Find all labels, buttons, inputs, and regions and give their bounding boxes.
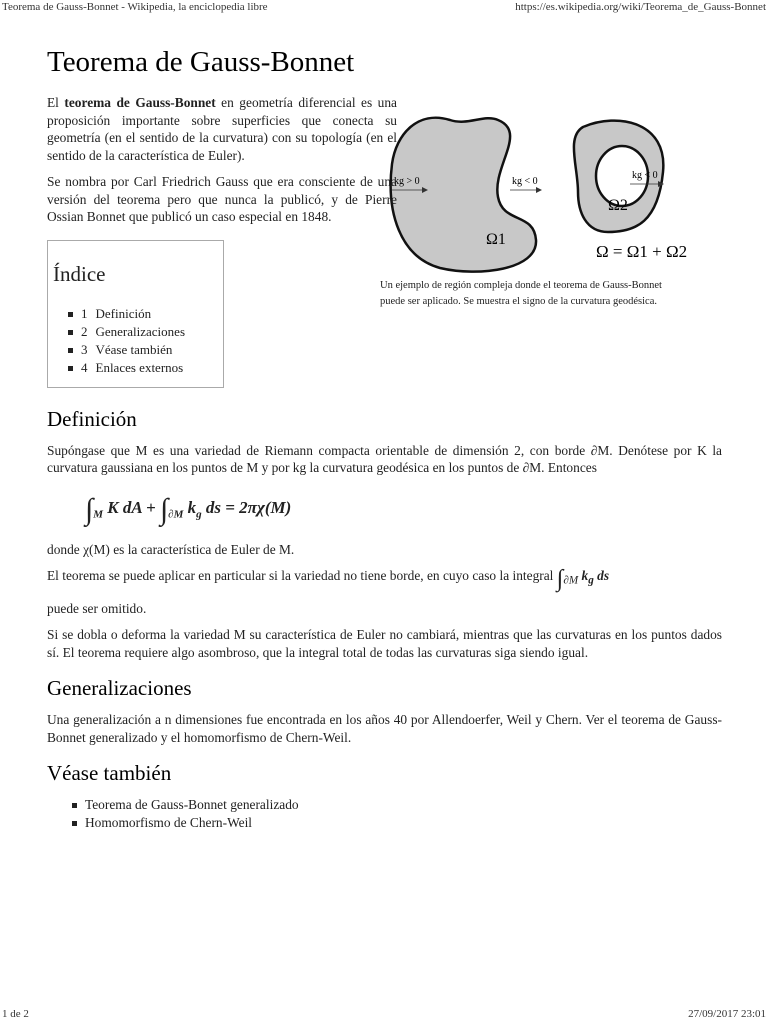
toc-item-vease-tambien[interactable]: 3 Véase también xyxy=(81,341,223,359)
vease-item-generalizado[interactable]: Teorema de Gauss-Bonnet generalizado xyxy=(85,796,722,814)
label-kg-positive: kg > 0 xyxy=(394,176,420,187)
label-kg-negative-2: kg < 0 xyxy=(632,170,658,181)
intro-paragraph-1: El teorema de Gauss-Bonnet en geometría diferencial es una proposición importante sobre superficies que conecta su geometría (en el sentido de la curvatura) con su topología (en el sentido de la característica de Euler). xyxy=(47,95,398,163)
definicion-paragraph-3: El teorema se puede aplicar en particular si la variedad no tiene borde, en cuyo caso la integral $\int_{\partial M}$ $k_g$ ds xyxy=(47,566,610,593)
toc-item-enlaces-externos[interactable]: 4 Enlaces externos xyxy=(81,359,223,377)
label-kg-negative-1: kg < 0 xyxy=(512,176,538,187)
heading-definicion: Definición xyxy=(47,406,137,431)
toc-list xyxy=(53,305,223,377)
label-omega1: Ω1 xyxy=(486,231,506,248)
vease-item-chern-weil[interactable]: Homomorfismo de Chern-Weil xyxy=(85,814,722,832)
page-url-header[interactable]: https://es.wikipedia.org/wiki/Teorema_de_Gauss-Bonnet xyxy=(515,1,766,13)
definicion-paragraph-3-tail: puede ser omitido. xyxy=(47,600,147,616)
label-omega-equation: Ω = Ω1 + Ω2 xyxy=(596,242,688,261)
toc-title: Índice xyxy=(53,261,106,286)
print-datetime: 27/09/2017 23:01 xyxy=(688,1008,766,1020)
article-content xyxy=(47,40,722,832)
intro-paragraph-2: Se nombra por Carl Friedrich Gauss que era consciente de una versión del teorema pero que nunca la publicó, y de Pierre Ossian Bonnet que publicó un caso especial en 1848. xyxy=(47,174,397,224)
vease-list xyxy=(47,796,722,832)
intro-bold-term: teorema de Gauss-Bonnet xyxy=(64,95,216,110)
toc-item-definicion[interactable]: 1 Definición xyxy=(81,305,223,323)
boundary-integral: $\int_{\partial M}$ $k_g$ ds xyxy=(556,566,610,593)
generalizaciones-paragraph: Una generalización a n dimensiones fue encontrada en los años 40 por Allendoerfer, Weil y Chern. Ver el teorema de Gauss-Bonnet generalizado y el homomorfismo de Chern-Weil. xyxy=(47,712,722,745)
figure-caption: Un ejemplo de región compleja donde el teorema de Gauss-Bonnet puede ser aplicado. Se muestra el signo de la curvatura geodésica. xyxy=(380,280,662,307)
table-of-contents xyxy=(47,240,224,388)
toc-item-generalizaciones[interactable]: 2 Generalizaciones xyxy=(81,323,223,341)
heading-vease-tambien: Véase también xyxy=(47,761,172,786)
article-title: Teorema de Gauss-Bonnet xyxy=(47,46,355,78)
print-header xyxy=(0,0,768,16)
page-count: 1 de 2 xyxy=(2,1008,29,1020)
definicion-paragraph-4: Si se dobla o deforma la variedad M su característica de Euler no cambiará, mientras que las curvaturas en los puntos dados sí. El teorema requiere algo asombroso, que la integral total de todas las curvaturas siga siendo igual. xyxy=(47,627,722,660)
definicion-paragraph-1: Supóngase que M es una variedad de Riemann compacta orientable de dimensión 2, con borde ∂M. Denótese por K la curvatura gaussiana en los puntos de M y por kg la curvatura geodésica en los puntos de ∂M. Entonces xyxy=(47,442,722,475)
definicion-paragraph-2: donde χ(M) es la característica de Euler de M. xyxy=(47,541,295,557)
heading-generalizaciones: Generalizaciones xyxy=(47,676,192,701)
gauss-bonnet-formula: $\int_M$ K dA + $\int_{\partial M}$ $k_g$ ds = 2πχ(M) xyxy=(85,492,292,526)
label-omega2: Ω2 xyxy=(608,197,628,214)
page-title-header: Teorema de Gauss-Bonnet - Wikipedia, la enciclopedia libre xyxy=(2,1,268,13)
